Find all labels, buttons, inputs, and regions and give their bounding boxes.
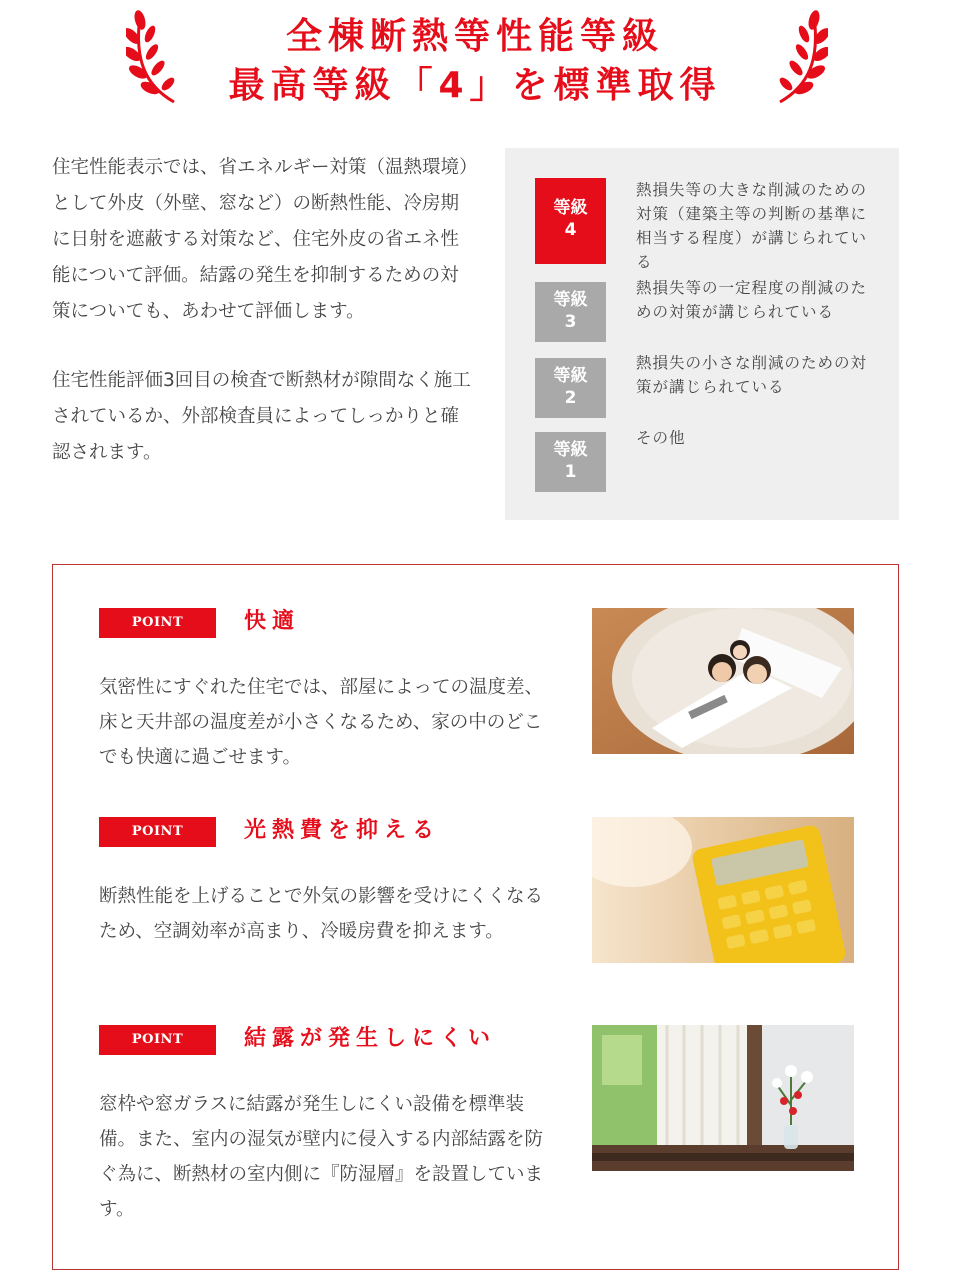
intro-paragraph-2: 住宅性能評価3回目の検査で断熱材が隙間なく施工されているか、外部検査員によってしっかりと確認されます。 — [52, 370, 471, 463]
grade-badge-label: 等級 — [553, 290, 588, 310]
grade-table — [505, 148, 899, 520]
point-title: 結露が発生しにくい — [244, 1026, 497, 1051]
family-lying-on-rug-photo — [592, 608, 854, 754]
point-body: 断熱性能を上げることで外気の影響を受けにくくなるため、空調効率が高まり、冷暖房費を抑えます。 — [99, 886, 544, 942]
point-tag: POINT — [99, 817, 216, 847]
point-tag: POINT — [99, 608, 216, 638]
grade-description-4: 熱損失等の大きな削減のための対策（建築主等の判断の基準に相当する程度）が講じられている — [636, 181, 868, 271]
page-title-line-2: 最高等級「4」を標準取得 — [228, 65, 722, 106]
grade-badge-3 — [535, 282, 606, 342]
point-title: 快適 — [244, 609, 301, 634]
point-title: 光熱費を抑える — [244, 818, 441, 843]
point-body: 窓枠や窓ガラスに結露が発生しにくい設備を標準装備。また、室内の湿気が壁内に侵入する内部結露を防ぐ為に、断熱材の室内側に『防湿層』を設置しています。 — [99, 1094, 544, 1220]
grade-description-2: 熱損失の小さな削減のための対策が講じられている — [636, 354, 868, 396]
point-tag: POINT — [99, 1025, 216, 1055]
window-with-flowers-photo — [592, 1025, 854, 1171]
intro-text — [52, 150, 477, 471]
page-title-line-1: 全棟断熱等性能等級 — [285, 16, 664, 57]
page-header — [0, 0, 957, 115]
grade-badge-number: 1 — [564, 462, 577, 482]
laurel-right-icon — [768, 6, 828, 106]
grade-badge-number: 2 — [564, 388, 577, 408]
grade-badge-label: 等級 — [553, 440, 588, 460]
grade-badge-1 — [535, 432, 606, 492]
grade-description-1: その他 — [636, 429, 686, 447]
grade-badge-number: 4 — [564, 220, 577, 240]
yellow-calculator-photo — [592, 817, 854, 963]
grade-badge-label: 等級 — [553, 366, 588, 386]
point-body: 気密性にすぐれた住宅では、部屋によっての温度差、床と天井部の温度差が小さくなるため、家の中のどこでも快適に過ごせます。 — [99, 677, 544, 768]
grade-badge-label: 等級 — [553, 198, 588, 218]
grade-description-3: 熱損失等の一定程度の削減のための対策が講じられている — [636, 279, 868, 321]
laurel-left-icon — [126, 6, 186, 106]
points-section — [52, 564, 899, 1270]
grade-badge-number: 3 — [564, 312, 577, 332]
grade-badge-4 — [535, 178, 606, 264]
intro-paragraph-1: 住宅性能表示では、省エネルギー対策（温熱環境）として外皮（外壁、窓など）の断熱性能、冷房期に日射を遮蔽する対策など、住宅外皮の省エネ性能について評価。結露の発生を抑制するための対策についても、あわせて評価します。 — [52, 157, 469, 322]
grade-badge-2 — [535, 358, 606, 418]
